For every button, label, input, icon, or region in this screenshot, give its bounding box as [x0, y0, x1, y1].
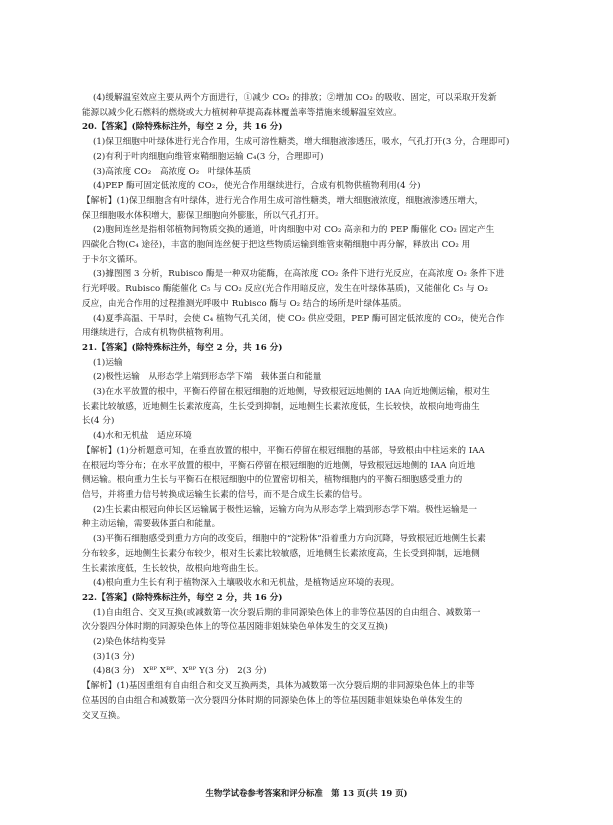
- text-line: 位基因的自由组合和减数第一次分裂四分体时期的同源染色体上的等位基因随非姐妹染色单体发生的: [82, 695, 463, 706]
- text-line: (2)染色体结构变异: [93, 637, 166, 648]
- text-line: (1)运输: [93, 357, 123, 368]
- text-line: 信号，并将重力信号转换成运输生长素的信号，而不是合成生长素的信号。: [82, 489, 368, 500]
- text-line: (4)PEP 酶可固定低浓度的 CO₂，使光合作用继续进行，合成有机物供植物利用(4 分): [93, 181, 421, 192]
- text-line: (2)生长素由根冠向伸长区运输属于极性运输，运输方向为从形态学上端到形态学下端。极性运输是一: [93, 504, 478, 515]
- text-line: (3)據图图 3 分析，Rubisco 酶是一种双功能酶，在高浓度 CO₂ 条件下进行光反应，在高浓度 O₂ 条件下进: [93, 269, 505, 280]
- text-line: (4)根向重力生长有利于植物深入土壤吸收水和无机盐，是植物适应环境的表现。: [93, 578, 400, 589]
- text-line: 侧运输。根向重力生长与平衡石在根冠细胞中的位置密切相关，植物细胞内的平衡石细胞感受重力的: [82, 475, 463, 486]
- text-line: 长素比较敏感，近地侧生长素浓度高，生长受到抑制，远地侧生长素浓度低，生长较快，故根向地弯曲生: [82, 401, 480, 412]
- text-line: (2)极性运输 从形态学上端到形态学下端 载体蛋白和能量: [93, 372, 322, 383]
- text-line: (1)自由组合、交叉互换(或减数第一次分裂后期的非同源染色体上的非等位基因的自由组合、减数第一: [93, 607, 481, 618]
- text-line: 次分裂四分体时期的同源染色体上的等位基因随非姐妹染色单体发生的交叉互换): [82, 622, 388, 633]
- text-line: 反应，由光合作用的过程推测光呼吸中 Rubisco 酶与 O₂ 结合的场所是叶绿体基质。: [82, 298, 407, 309]
- text-line: 于卡尔文循环。: [82, 254, 143, 265]
- text-line: (4)夏季高温、干旱时，会使 C₄ 植物气孔关闭，使 CO₂ 供应受阻，PEP 酶可固定低浓度的 CO₂，使光合作: [93, 313, 505, 324]
- text-line: 种主动运输，需要载体蛋白和能量。: [82, 519, 221, 530]
- text-line: (2)有利于叶肉细胞向维管束鞘细胞运输 C₄(3 分，合理即可): [93, 151, 324, 162]
- text-line: (3)1(3 分): [93, 651, 135, 662]
- text-line: (3)平衡石细胞感受到重力方向的改变后，细胞中的“淀粉体”沿着重力方向沉降，导致根冠近地侧生长素: [93, 534, 486, 545]
- text-line: (3)高浓度 CO₂ 高浓度 O₂ 叶绿体基质: [93, 166, 252, 177]
- text-line: 保卫细胞吸水体积增大，膨保卫细胞向外膨胀，所以气孔打开。: [82, 210, 325, 221]
- text-line: 行光呼吸。Rubisco 酶能催化 C₅ 与 CO₂ 反应(光合作用暗反应，发生在叶绿体基质)，又能催化 C₅ 与 O₂: [82, 284, 488, 295]
- text-line: 20.【答案】(除特殊标注外，每空 2 分，共 16 分): [82, 122, 283, 133]
- text-line: 用继续进行，合成有机物供植物利用。: [82, 328, 229, 339]
- page-footer: 生物学试卷参考答案和评分标准 第 13 页(共 19 页): [205, 788, 408, 798]
- text-line: 生长素浓度低，生长较快，故根向地弯曲生长。: [82, 563, 264, 574]
- text-line: (2)胞间连丝是指相邻植物间物质交换的通道，叶肉细胞中对 CO₂ 高亲和力的 PEP 酶催化 CO₂ 固定产生: [93, 225, 495, 236]
- text-line: (4)8(3 分) Xᴮᴾ Xᴮᴾ、Xᴮᴾ Y(3 分) 2(3 分): [93, 666, 267, 677]
- text-line: 交叉互换。: [82, 710, 126, 721]
- text-line: 22.【答案】(除特殊标注外，每空 2 分，共 16 分): [82, 592, 283, 603]
- text-line: (1)保卫细胞中叶绿体进行光合作用，生成可溶性糖类，增大细胞液渗透压，吸水，气孔打开(3 分，合理即可): [93, 137, 510, 148]
- answer-key-content: [82, 91, 554, 723]
- text-line: 【解析】(1)保卫细胞含有叶绿体，进行光合作用生成可溶性糖类，增大细胞液浓度，细胞液渗透压增大，: [82, 195, 484, 206]
- text-line: (3)在水平放置的根中，平衡石停留在根冠细胞的近地侧，导致根冠远地侧的 IAA 向近地侧运输，根对生: [93, 387, 490, 398]
- text-line: 分布较多，远地侧生长素分布较少，根对生长素比较敏感，近地侧生长素浓度高，生长受到抑制，远地侧: [82, 548, 480, 559]
- text-line: 21.【答案】(除特殊标注外，每空 2 分，共 16 分): [82, 342, 283, 353]
- text-line: 在根冠均等分布；在水平放置的根中，平衡石停留在根冠细胞的近地侧，导致根冠远地侧的 IAA 向近地: [82, 460, 476, 471]
- text-line: (4)缓解温室效应主要从两个方面进行，①减少 CO₂ 的排放；②增加 CO₂ 的吸收、固定，可以采取开发新: [93, 93, 497, 103]
- text-line: 能源以减少化石燃料的燃烧或大力植树种草提高森林覆盖率等措施来缓解温室效应。: [82, 107, 402, 118]
- text-line: 四碳化合物(C₄ 途径)，丰富的胞间连丝便于把这些物质运输到维管束鞘细胞中再分解，释放出 CO₂ 用: [82, 240, 471, 251]
- text-line: (4)水和无机盐 适应环境: [93, 431, 192, 442]
- text-line: 长(4 分): [82, 416, 115, 427]
- text-line: 【解析】(1)基因重组有自由组合和交叉互换两类，具体为减数第一次分裂后期的非同源染色体上的非等: [82, 681, 475, 692]
- text-line: 【解析】(1)分析题意可知，在垂直放置的根中，平衡石停留在根冠细胞的基部，导致根由中柱运来的 IAA: [82, 445, 485, 456]
